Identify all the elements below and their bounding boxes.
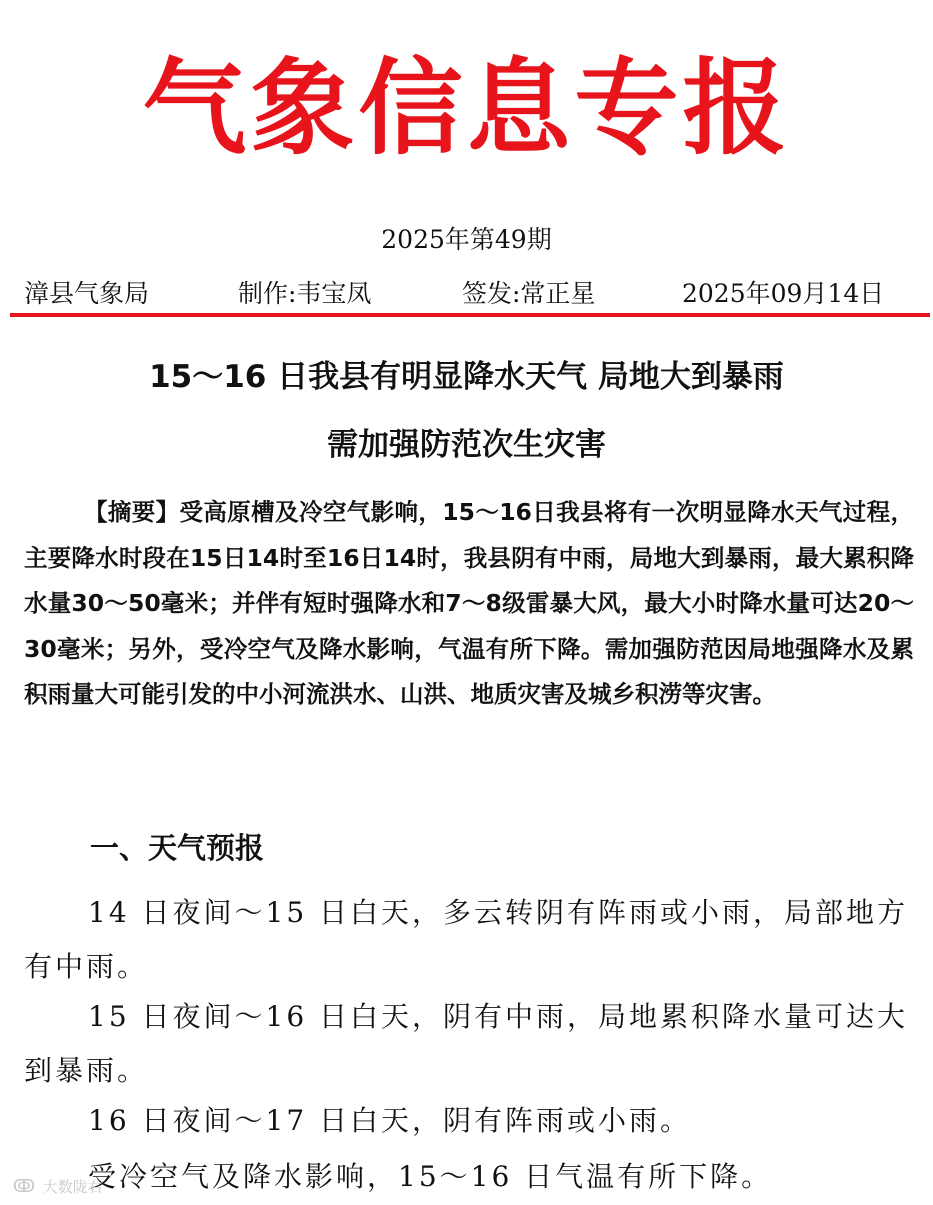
watermark-text: 大数陇右 bbox=[42, 1178, 103, 1196]
section-heading-forecast: 一、天气预报 bbox=[90, 831, 265, 865]
share-swirl-icon: ↂ bbox=[12, 1176, 36, 1197]
summary-text: 受高原槽及冷空气影响，15～16日我县将有一次明显降水天气过程，主要降水时段在15日14时至16日14时，我县阴有中雨，局地大到暴雨，最大累积降水量30～50毫米；并伴有短时强降水和7～8级雷暴大风，最大小时降水量可达20～30毫米；另外，受冷空气及降水影响，气温有所下降。需加强防范因局地强降水及累积雨量大可能引发的中小河流洪水、山洪、地质灾害及城乡积涝等灾害。 bbox=[24, 498, 915, 708]
watermark bbox=[10, 1176, 103, 1198]
agency-name: 漳县气象局 bbox=[24, 279, 150, 308]
forecast-paragraph: 14 日夜间～15 日白天，多云转阴有阵雨或小雨，局部地方有中雨。 bbox=[24, 896, 909, 983]
headline-line-1: 15～16 日我县有明显降水天气 局地大到暴雨 bbox=[149, 359, 784, 395]
headline-line-2: 需加强防范次生灾害 bbox=[327, 427, 606, 463]
author-credit: 制作:韦宝凤 bbox=[238, 279, 372, 308]
masthead-title: 气象信息专报 bbox=[142, 47, 791, 169]
issuer-credit: 签发:常正星 bbox=[462, 279, 596, 308]
summary-paragraph bbox=[24, 490, 914, 718]
meta-row bbox=[24, 276, 904, 312]
summary-label: 【摘要】 bbox=[84, 498, 180, 526]
forecast-paragraph: 16 日夜间～17 日白天，阴有阵雨或小雨。 bbox=[88, 1104, 692, 1137]
forecast-paragraph: 15 日夜间～16 日白天，阴有中雨，局地累积降水量可达大到暴雨。 bbox=[24, 1000, 909, 1087]
forecast-paragraph: 受冷空气及降水影响，15～16 日气温有所下降。 bbox=[88, 1160, 773, 1193]
header-divider bbox=[10, 313, 930, 317]
issue-date: 2025年09月14日 bbox=[682, 279, 885, 308]
issue-number: 2025年第49期 bbox=[381, 225, 552, 254]
